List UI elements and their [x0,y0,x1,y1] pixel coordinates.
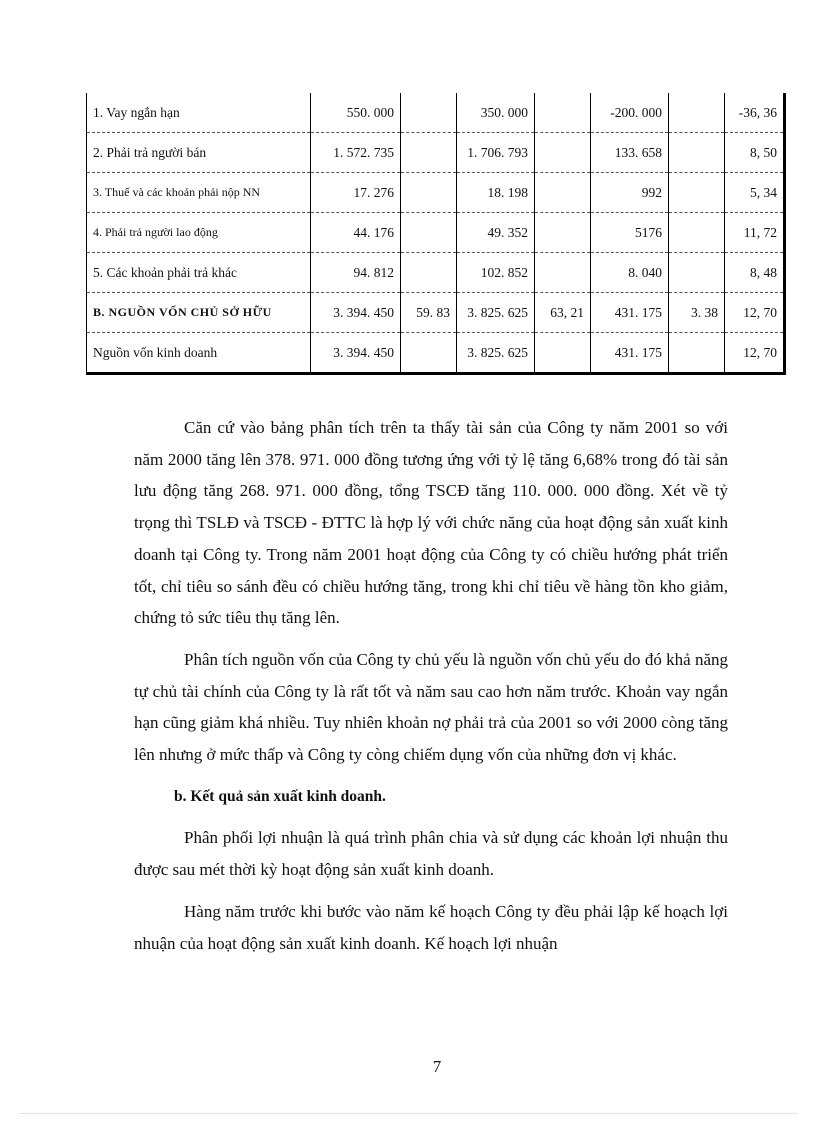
cell-pdiff [669,133,725,173]
cell-v2000: 3. 394. 450 [311,333,401,374]
cell-v2000: 17. 276 [311,173,401,213]
cell-rate: -36, 36 [725,93,785,133]
cell-rate: 12, 70 [725,293,785,333]
section-heading-b: b. Kết quả sản xuất kinh doanh. [174,787,386,805]
cell-diff: 5176 [591,213,669,253]
paragraph-analysis-assets: Căn cứ vào bảng phân tích trên ta thấy tài sản của Công ty năm 2001 so với năm 2000 tăng lên 378. 971. 000 đồng tương ứng với tỷ lệ tăng 6,68% trong đó tài sản lưu động tăng 268. 971. 000 đồng, tổng TSCĐ tăng 110. 000. 000 đồng. Xét về tỷ trọng thì TSLĐ và TSCĐ - ĐTTC là hợp lý với chức năng của hoạt động sản xuất kinh doanh tại Công ty. Trong năm 2001 hoạt động của Công ty có chiều hướng phát triển tốt, chỉ tiêu so sánh đều có chiều hướng tăng, trong khi chỉ tiêu về hàng tồn kho giảm, chứng tỏ sức tiêu thụ tăng lên. [134,418,728,628]
paragraph-analysis-capital: Phân tích nguồn vốn của Công ty chủ yếu là nguồn vốn chủ yếu do đó khả năng tự chủ tài chính của Công ty là rất tốt và năm sau cao hơn năm trước. Khoản vay ngắn hạn cũng giảm khá nhiều. Tuy nhiên khoản nợ phải trả của 2001 so với 2000 còng tăng lên nhưng ở mức thấp và Công ty còng chiếm dụng vốn của những đơn vị khác. [134,649,728,765]
cell-v2001: 3. 825. 625 [457,333,535,374]
cell-p2000 [401,93,457,133]
cell-diff: 431. 175 [591,333,669,374]
cell-p2000: 59. 83 [401,293,457,333]
cell-v2000: 550. 000 [311,93,401,133]
cell-name: 4. Phải trả người lao động [87,213,311,253]
table-row [87,253,785,293]
cell-p2001 [535,133,591,173]
cell-pdiff [669,93,725,133]
cell-pdiff [669,333,725,374]
cell-name: 1. Vay ngắn hạn [87,93,311,133]
cell-p2001 [535,213,591,253]
cell-name: 2. Phải trả người bán [87,133,311,173]
cell-v2001: 102. 852 [457,253,535,293]
cell-diff: 992 [591,173,669,213]
cell-rate: 12, 70 [725,333,785,374]
cell-p2001 [535,173,591,213]
cell-p2000 [401,253,457,293]
paragraph-profit-distribution: Phân phối lợi nhuận là quá trình phân chia và sử dụng các khoản lợi nhuận thu được sau mét thời kỳ hoạt động sản xuất kinh doanh. [134,828,728,880]
cell-v2001: 18. 198 [457,173,535,213]
page-number: 7 [432,1057,442,1076]
table-row [87,293,785,333]
table-row [87,133,785,173]
capital-source-table [86,93,786,375]
paragraph-profit-plan: Hàng năm trước khi bước vào năm kế hoạch Công ty đều phải lập kế hoạch lợi nhuận của hoạt động sản xuất kinh doanh. Kế hoạch lợi nhuận [134,901,728,953]
cell-pdiff [669,173,725,213]
cell-name: Nguồn vốn kinh doanh [87,333,311,374]
cell-v2000: 44. 176 [311,213,401,253]
cell-p2001 [535,333,591,374]
cell-diff: -200. 000 [591,93,669,133]
cell-rate: 8, 50 [725,133,785,173]
cell-diff: 133. 658 [591,133,669,173]
cell-v2000: 1. 572. 735 [311,133,401,173]
cell-v2001: 49. 352 [457,213,535,253]
cell-p2000 [401,133,457,173]
cell-v2001: 3. 825. 625 [457,293,535,333]
cell-p2000 [401,213,457,253]
cell-rate: 5, 34 [725,173,785,213]
cell-v2001: 350. 000 [457,93,535,133]
cell-name: B. NGUỒN VỐN CHỦ SỞ HỮU [87,293,311,333]
cell-diff: 431. 175 [591,293,669,333]
cell-v2000: 94. 812 [311,253,401,293]
cell-v2000: 3. 394. 450 [311,293,401,333]
cell-p2000 [401,333,457,374]
cell-v2001: 1. 706. 793 [457,133,535,173]
cell-name: 5. Các khoản phải trả khác [87,253,311,293]
table-body [87,93,785,374]
table-row [87,93,785,133]
cell-p2001 [535,93,591,133]
cell-pdiff: 3. 38 [669,293,725,333]
cell-rate: 11, 72 [725,213,785,253]
cell-diff: 8. 040 [591,253,669,293]
cell-rate: 8, 48 [725,253,785,293]
cell-p2001: 63, 21 [535,293,591,333]
table-row [87,333,785,374]
cell-p2000 [401,173,457,213]
table-row [87,213,785,253]
cell-pdiff [669,253,725,293]
table-row [87,173,785,213]
cell-pdiff [669,213,725,253]
cell-name: 3. Thuế và các khoản phải nộp NN [87,173,311,213]
page-divider [20,1113,796,1114]
body-text [134,412,728,969]
cell-p2001 [535,253,591,293]
